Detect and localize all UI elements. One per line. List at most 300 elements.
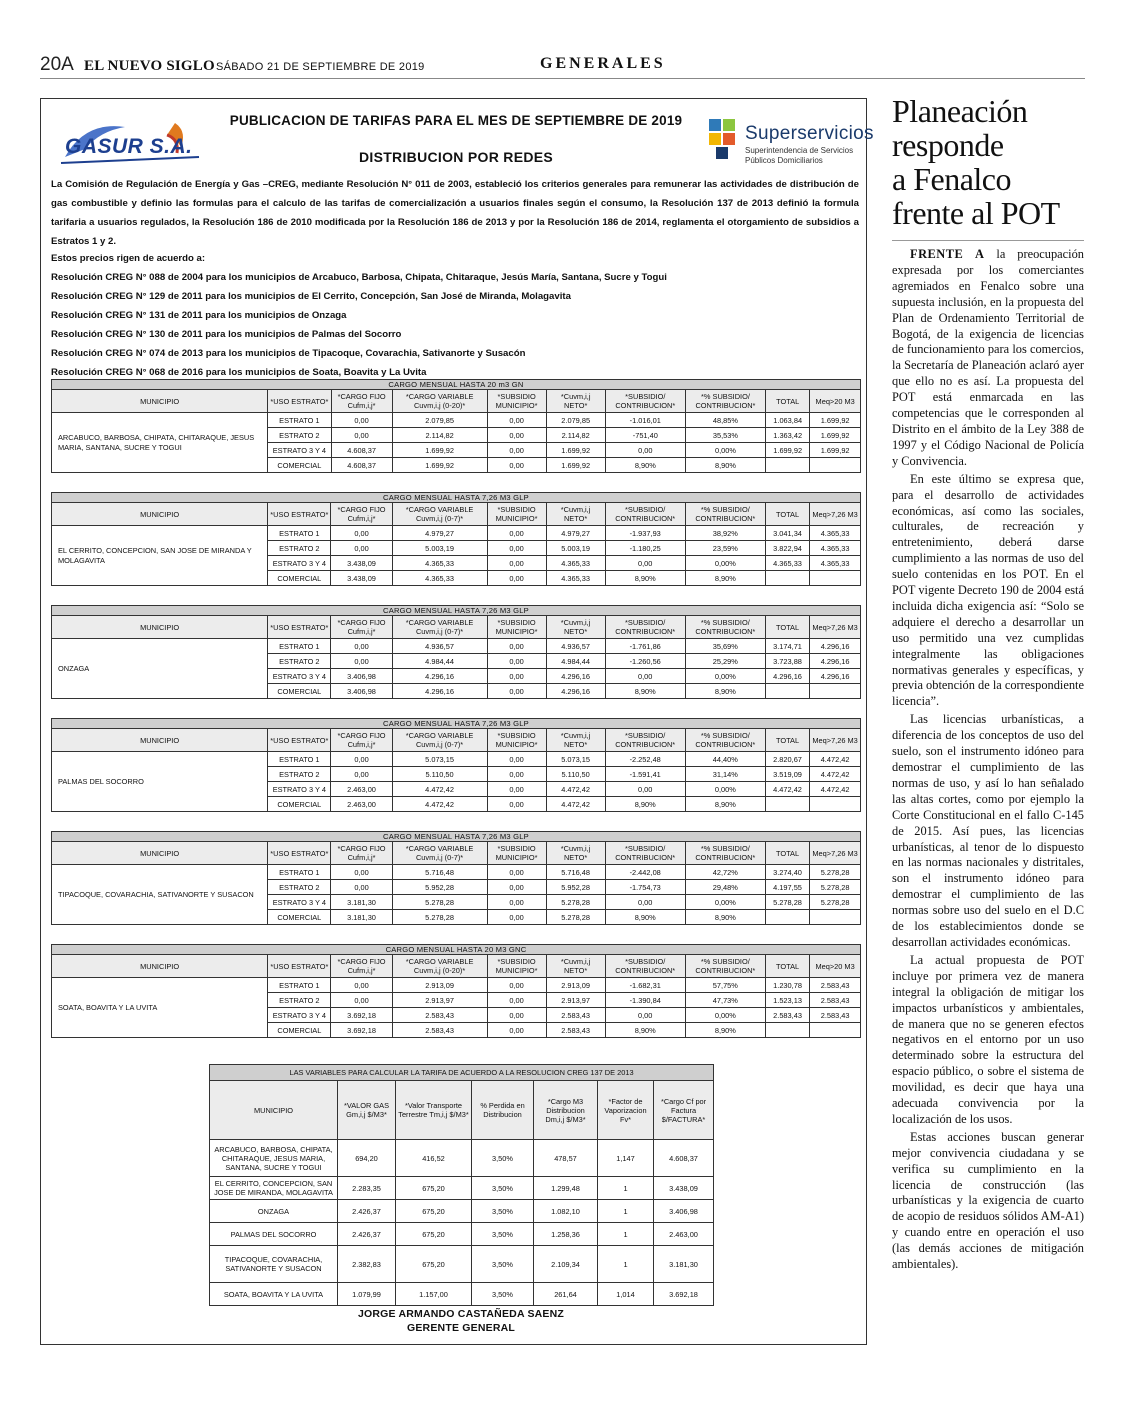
table-cell: ESTRATO 3 Y 4 [268, 895, 331, 910]
variables-header-cell: % Perdida en Distribucion [472, 1081, 534, 1140]
municipio-cell: SOATA, BOAVITA Y LA UVITA [52, 978, 268, 1038]
table-header-cell: TOTAL [765, 503, 809, 526]
table-cell: 0,00 [487, 428, 546, 443]
table-row [52, 978, 861, 993]
table-cell: 5.716,48 [546, 865, 605, 880]
table-cell: 5.952,28 [546, 880, 605, 895]
table-cell: ESTRATO 1 [268, 865, 331, 880]
table-cell: 8,90% [605, 910, 685, 925]
notice-subtitle: DISTRIBUCION POR REDES [358, 149, 554, 165]
table-cell: 5.716,48 [392, 865, 487, 880]
table-cell: -1.761,86 [605, 639, 685, 654]
table-cell: 4.984,44 [546, 654, 605, 669]
table-cell: 4.472,42 [392, 797, 487, 812]
table-cell: 0,00 [605, 782, 685, 797]
table-cell: 4.979,27 [392, 526, 487, 541]
table-cell: ESTRATO 1 [268, 978, 331, 993]
resolution-item: Resolución CREG N° 068 de 2016 para los municipios de Soata, Boavita y La Uvita [51, 367, 427, 378]
table-cell: 1.699,92 [810, 413, 861, 428]
table-cell: 3.438,09 [331, 556, 392, 571]
table-header-cell: *Cuvm,i,j NETO* [546, 616, 605, 639]
table-header-cell: *SUBSIDIO MUNICIPIO* [487, 503, 546, 526]
table-header-cell: *% SUBSIDIO/ CONTRIBUCION* [685, 729, 765, 752]
table-cell: 3.692,18 [331, 1008, 392, 1023]
resolutions-list [51, 249, 859, 382]
variables-cell: 3,50% [472, 1223, 534, 1246]
table-cell: 0,00 [487, 1008, 546, 1023]
table-header-cell: *CARGO FIJO Cufm,i,j* [331, 390, 392, 413]
table-cell: 0,00 [487, 910, 546, 925]
table-cell: 0,00 [487, 556, 546, 571]
table-cell: 4.608,37 [331, 458, 392, 473]
table-header-cell: *SUBSIDIO/ CONTRIBUCION* [605, 842, 685, 865]
table-cell: -751,40 [605, 428, 685, 443]
variables-cell: 2.426,37 [338, 1200, 396, 1223]
variables-cell: EL CERRITO, CONCEPCION, SAN JOSE DE MIRANDA, MOLAGAVITA [210, 1177, 338, 1200]
table-cell [810, 910, 861, 925]
table-cell: 4.984,44 [392, 654, 487, 669]
variables-cell: 694,20 [338, 1140, 396, 1177]
variables-cell: 3.406,98 [654, 1200, 714, 1223]
table-cell: ESTRATO 1 [268, 526, 331, 541]
table-caption: CARGO MENSUAL HASTA 7,26 M3 GLP [52, 493, 861, 503]
resolution-item: Resolución CREG N° 130 de 2011 para los municipios de Palmas del Socorro [51, 329, 402, 340]
table-cell: 0,00 [487, 654, 546, 669]
table-cell: 0,00 [605, 669, 685, 684]
variables-row [210, 1246, 714, 1283]
table-cell: 0,00 [487, 571, 546, 586]
table-cell: 1.363,42 [766, 428, 810, 443]
table-cell: 5.073,15 [546, 752, 605, 767]
table-cell: 3.041,34 [765, 526, 809, 541]
table-cell: -1.754,73 [605, 880, 685, 895]
table-cell: ESTRATO 1 [268, 752, 331, 767]
table-cell: 0,00 [331, 526, 392, 541]
table-cell: 4.365,33 [810, 541, 861, 556]
table-cell: 0,00 [331, 541, 392, 556]
signer-name: JORGE ARMANDO CASTAÑEDA SAENZ [357, 1308, 565, 1320]
table-cell: 0,00 [331, 428, 392, 443]
variables-cell: 675,20 [396, 1177, 472, 1200]
table-header-cell: *SUBSIDIO MUNICIPIO* [487, 616, 546, 639]
table-header-cell: *SUBSIDIO/ CONTRIBUCION* [605, 503, 685, 526]
table-cell: 8,90% [685, 571, 765, 586]
table-header-cell: *CARGO FIJO Cufm,i,j* [331, 955, 392, 978]
superservicios-name: Superservicios [745, 123, 874, 144]
table-cell: 0,00% [685, 895, 765, 910]
variables-cell: 1.079,99 [338, 1283, 396, 1306]
table-cell: 35,53% [685, 428, 765, 443]
article-column [876, 94, 1086, 1275]
superservicios-subtitle: Superintendencia de Servicios Públicos Domiciliarios [745, 146, 854, 165]
superservicios-logo [707, 113, 874, 169]
table-header-cell: TOTAL [765, 729, 809, 752]
table-cell [810, 1023, 861, 1038]
superservicios-emblem-icon [707, 117, 741, 161]
table-header-cell: *CARGO FIJO Cufm,i,j* [331, 729, 392, 752]
variables-row [210, 1200, 714, 1223]
table-cell: 5.278,28 [392, 910, 487, 925]
table-cell: 8,90% [685, 797, 765, 812]
table-cell [810, 684, 861, 699]
variables-header-cell: *Cargo Cf por Factura $/FACTURA* [654, 1081, 714, 1140]
table-caption: CARGO MENSUAL HASTA 20 M3 GNC [52, 945, 861, 955]
table-cell: 2.913,97 [392, 993, 487, 1008]
variables-header-cell: *Factor de Vaporizacion Fv* [598, 1081, 654, 1140]
variables-table [209, 1064, 714, 1306]
municipio-cell: TIPACOQUE, COVARACHIA, SATIVANORTE Y SUSACON [52, 865, 268, 925]
variables-header-cell: *Cargo M3 Distribucion Dm,i,j $/M3* [534, 1081, 598, 1140]
table-cell: 4.365,33 [546, 571, 605, 586]
variables-cell: 1,014 [598, 1283, 654, 1306]
table-row [52, 752, 861, 767]
table-row [52, 413, 861, 428]
article-paragraph: Estas acciones buscan generar mejor convivencia ciudadana y se verifica su cumplimiento en la licencia de construcción (las urbanísticas y la exigencia de cuarto de acopio de residuos sólidos AM-A1) y cuando entre en operación el uso (las demás acciones de mitigación ambientales). [892, 1129, 1084, 1272]
gasur-logo-text: GASUR S.A. [65, 135, 193, 158]
variables-cell: 478,57 [534, 1140, 598, 1177]
table-header-cell: Meq>20 M3 [810, 390, 861, 413]
table-header-cell: Meq>7,26 M3 [810, 729, 861, 752]
headline-line: Planeación [892, 93, 1028, 129]
variables-cell: 3,50% [472, 1283, 534, 1306]
table-cell: 0,00 [331, 413, 392, 428]
article-divider [892, 240, 1084, 241]
table-header-cell: MUNICIPIO [52, 503, 268, 526]
table-cell: 8,90% [685, 458, 765, 473]
table-cell: 2.079,85 [546, 413, 605, 428]
variables-cell: 675,20 [396, 1200, 472, 1223]
table-cell: 0,00 [331, 654, 392, 669]
table-cell: 0,00 [487, 865, 546, 880]
table-cell: 3.174,71 [765, 639, 809, 654]
table-cell: 2.583,43 [810, 993, 861, 1008]
table-cell: 0,00 [605, 1008, 685, 1023]
table-cell: 0,00 [487, 978, 546, 993]
table-cell: COMERCIAL [268, 797, 331, 812]
table-cell: 8,90% [685, 684, 765, 699]
table-header-cell: Meq>20 M3 [810, 955, 861, 978]
table-cell: 1.699,92 [546, 443, 605, 458]
table-cell: ESTRATO 2 [268, 654, 331, 669]
table-header-cell: *SUBSIDIO MUNICIPIO* [487, 390, 546, 413]
table-header-cell: MUNICIPIO [52, 842, 268, 865]
prices-intro: Estos precios rigen de acuerdo a: [51, 253, 206, 264]
table-cell: 0,00 [487, 993, 546, 1008]
table-cell: 31,14% [685, 767, 765, 782]
table-cell: 0,00 [487, 443, 546, 458]
variables-row [210, 1140, 714, 1177]
table-cell: COMERCIAL [268, 1023, 331, 1038]
tariff-table [51, 492, 861, 586]
tariff-table [51, 944, 861, 1038]
table-cell: 2.079,85 [392, 413, 487, 428]
tariff-notice [40, 98, 874, 1345]
table-cell: 0,00 [331, 880, 392, 895]
resolution-item: Resolución CREG N° 129 de 2011 para los municipios de El Cerrito, Concepción, San José de Miranda, Molagavita [51, 291, 571, 302]
table-cell: 4.608,37 [331, 443, 392, 458]
table-cell: 2.913,97 [546, 993, 605, 1008]
table-cell: 3.274,40 [765, 865, 809, 880]
article-paragraph-text: la preocupación expresada por los comerciantes agremiados en Fenalco sobre una supuesta inclusión, en la propuesta del Plan de Ordenamiento Territorial de Bogotá, de la exigencia de licencias de funcionamiento para los comercios, la Secretaría de Planeación aclaró ayer que ello no es así. La propuesta del POT está enmarcada en las competencias que le corresponden al Distrito en el ámbito de la Ley 388 de 1997 y el Código Nacional de Policía y Convivencia. [892, 247, 1084, 468]
table-cell: 0,00 [487, 767, 546, 782]
table-cell: 1.699,92 [810, 443, 861, 458]
table-cell [765, 910, 809, 925]
table-cell: 0,00 [487, 797, 546, 812]
table-cell: 4.365,33 [392, 571, 487, 586]
variables-cell: 3.181,30 [654, 1246, 714, 1283]
table-cell: 42,72% [685, 865, 765, 880]
table-cell: 2.583,43 [392, 1023, 487, 1038]
table-cell [810, 797, 861, 812]
table-cell: ESTRATO 3 Y 4 [268, 556, 331, 571]
article-headline [892, 94, 1086, 230]
table-header-cell: *USO ESTRATO* [268, 842, 331, 865]
table-caption: CARGO MENSUAL HASTA 7,26 M3 GLP [52, 719, 861, 729]
table-cell: 4.296,16 [810, 654, 861, 669]
table-cell: 0,00 [331, 865, 392, 880]
table-cell: 0,00 [487, 669, 546, 684]
variables-cell: 1 [598, 1177, 654, 1200]
table-cell: ESTRATO 3 Y 4 [268, 443, 331, 458]
section-name: GENERALES [540, 55, 666, 72]
intro-paragraph: La Comisión de Regulación de Energía y Gas –CREG, mediante Resolución N° 011 de 2003, estableció los criterios generales para remunerar las actividades de distribución de gas combustible y definio las formulas para el calculo de las tarifas de comercialización a usuarios finales según el consumo, la Resolución 137 de 2013 definió la formula tarifaria a usuarios regulados, la Resolución 186 de 2010 modificada por la Resolución 186 de 2013 y por la Resolución 186 de 2014, reglamenta el otorgamiento de subsidios a Estratos 1 y 2. [51, 179, 859, 247]
table-cell: 3.519,09 [765, 767, 809, 782]
table-cell: 4.472,42 [765, 782, 809, 797]
table-header-cell: *SUBSIDIO MUNICIPIO* [487, 729, 546, 752]
table-header-cell: *USO ESTRATO* [268, 616, 331, 639]
table-cell: ESTRATO 1 [268, 413, 331, 428]
table-cell: 4.472,42 [546, 782, 605, 797]
table-cell: 8,90% [685, 910, 765, 925]
variables-cell: 2.463,00 [654, 1223, 714, 1246]
table-cell: 8,90% [685, 1023, 765, 1038]
table-cell: 0,00 [331, 767, 392, 782]
variables-cell: 1.258,36 [534, 1223, 598, 1246]
table-header-cell: MUNICIPIO [52, 616, 268, 639]
table-cell: 0,00 [487, 752, 546, 767]
table-header-cell: *CARGO FIJO Cufm,i,j* [331, 842, 392, 865]
variables-cell: SOATA, BOAVITA Y LA UVITA [210, 1283, 338, 1306]
table-cell: 0,00% [685, 1008, 765, 1023]
table-cell: 3.181,30 [331, 895, 392, 910]
table-cell: 0,00 [487, 639, 546, 654]
variables-cell: ARCABUCO, BARBOSA, CHIPATA, CHITARAQUE, JESUS MARIA, SANTANA, SUCRE Y TOGUI [210, 1140, 338, 1177]
table-header-cell: *SUBSIDIO/ CONTRIBUCION* [605, 616, 685, 639]
table-header-cell: Meq>7,26 M3 [810, 503, 861, 526]
table-cell: 4.472,42 [810, 782, 861, 797]
table-header-cell: *USO ESTRATO* [268, 955, 331, 978]
table-header-cell: *USO ESTRATO* [268, 729, 331, 752]
table-cell: 5.110,50 [546, 767, 605, 782]
table-header-cell: *USO ESTRATO* [268, 390, 331, 413]
variables-cell: ONZAGA [210, 1200, 338, 1223]
table-cell [765, 571, 809, 586]
table-cell: 23,59% [685, 541, 765, 556]
variables-cell: 1 [598, 1200, 654, 1223]
table-header-cell: *SUBSIDIO/ CONTRIBUCION* [605, 390, 685, 413]
table-cell: 0,00 [487, 1023, 546, 1038]
table-cell: 35,69% [685, 639, 765, 654]
table-header-cell: *CARGO VARIABLE Cuvm,i,j (0-7)* [392, 729, 487, 752]
table-cell: 0,00 [331, 993, 392, 1008]
variables-cell: 2.426,37 [338, 1223, 396, 1246]
table-cell: 5.003,19 [546, 541, 605, 556]
table-cell: COMERCIAL [268, 571, 331, 586]
municipio-cell: PALMAS DEL SOCORRO [52, 752, 268, 812]
variables-cell: TIPACOQUE, COVARACHIA, SATIVANORTE Y SUSACON [210, 1246, 338, 1283]
table-header-cell: *CARGO VARIABLE Cuvm,i,j (0-20)* [392, 955, 487, 978]
table-cell: 0,00 [331, 978, 392, 993]
table-cell: 48,85% [685, 413, 765, 428]
tariff-table [51, 605, 861, 699]
table-cell: ESTRATO 3 Y 4 [268, 782, 331, 797]
table-header-cell: *SUBSIDIO/ CONTRIBUCION* [605, 955, 685, 978]
table-cell: 1.523,13 [765, 993, 809, 1008]
table-header-cell: MUNICIPIO [52, 955, 268, 978]
table-cell: COMERCIAL [268, 684, 331, 699]
table-cell: -1.591,41 [605, 767, 685, 782]
table-cell: 5.278,28 [392, 895, 487, 910]
tariff-table [51, 718, 861, 812]
table-header-cell: MUNICIPIO [52, 390, 268, 413]
table-cell: 8,90% [605, 797, 685, 812]
table-cell: 1.699,92 [810, 428, 861, 443]
table-cell: 2.820,67 [765, 752, 809, 767]
table-cell: 2.913,09 [392, 978, 487, 993]
table-header-cell: *% SUBSIDIO/ CONTRIBUCION* [685, 616, 765, 639]
table-cell: 3.406,98 [331, 684, 392, 699]
table-header-cell: TOTAL [765, 842, 809, 865]
table-cell: COMERCIAL [268, 458, 331, 473]
table-header-cell: TOTAL [765, 616, 809, 639]
table-cell: -1.390,84 [605, 993, 685, 1008]
table-header-cell: *SUBSIDIO/ CONTRIBUCION* [605, 729, 685, 752]
page-masthead [40, 50, 1085, 79]
table-cell: 2.583,43 [546, 1008, 605, 1023]
table-cell: ESTRATO 2 [268, 993, 331, 1008]
resolution-item: Resolución CREG N° 074 de 2013 para los municipios de Tipacoque, Covarachia, Sativanorte y Susacón [51, 348, 526, 359]
table-cell: 4.296,16 [810, 639, 861, 654]
table-cell: 44,40% [685, 752, 765, 767]
variables-cell: 1,147 [598, 1140, 654, 1177]
table-cell [765, 797, 809, 812]
table-cell: 2.583,43 [810, 1008, 861, 1023]
table-cell: 4.472,42 [810, 767, 861, 782]
table-cell: 2.114,82 [546, 428, 605, 443]
variables-cell: 416,52 [396, 1140, 472, 1177]
table-cell: 0,00 [605, 443, 685, 458]
table-cell: 1.699,92 [766, 443, 810, 458]
variables-cell: 675,20 [396, 1223, 472, 1246]
table-cell: 2.463,00 [331, 797, 392, 812]
table-cell: 4.365,33 [392, 556, 487, 571]
table-cell: 4.365,33 [810, 556, 861, 571]
table-cell: 4.365,33 [546, 556, 605, 571]
table-cell: 2.114,82 [392, 428, 487, 443]
variables-cell: 3,50% [472, 1200, 534, 1223]
table-cell: 0,00% [685, 556, 765, 571]
table-cell: 3.438,09 [331, 571, 392, 586]
article-paragraph: Las licencias urbanísticas, a diferencia de los conceptos de uso del suelo, son el instrumento idóneo para demostrar el cumplimiento de las normas de uso, y así lo han señalado las altas cortes, como por ejemplo la Corte Constitucional en el fallo C-145 de 2015. Así pues, las licencias urbanísticas, al tenor de lo dispuesto en las normas nacionales y distritales, son el instrumento idóneo para demostrar el cumplimiento de las normas sobre uso del suelo en el D.C de los establecimientos donde se desarrollan actividades económicas. [892, 712, 1084, 949]
table-cell: ESTRATO 2 [268, 767, 331, 782]
table-header-cell: Meq>7,26 M3 [810, 842, 861, 865]
table-header-cell: *CARGO VARIABLE Cuvm,i,j (0-7)* [392, 842, 487, 865]
table-cell: 4.197,55 [765, 880, 809, 895]
table-cell: -1.682,31 [605, 978, 685, 993]
table-row [52, 639, 861, 654]
variables-cell: 3,50% [472, 1246, 534, 1283]
table-caption: CARGO MENSUAL HASTA 7,26 M3 GLP [52, 606, 861, 616]
table-cell: 4.296,16 [546, 684, 605, 699]
table-cell: 1.230,78 [765, 978, 809, 993]
variables-header-cell: *Valor Transporte Terrestre Tm,i,j $/M3* [396, 1081, 472, 1140]
table-cell: 0,00 [487, 895, 546, 910]
article-lead-word: FRENTE A [910, 247, 985, 261]
table-cell: 5.278,28 [546, 910, 605, 925]
table-cell [810, 458, 861, 473]
headline-line: frente al POT [892, 195, 1060, 231]
table-cell: 8,90% [605, 571, 685, 586]
table-cell: 5.952,28 [392, 880, 487, 895]
table-header-cell: *CARGO FIJO Cufm,i,j* [331, 503, 392, 526]
table-cell: 0,00 [331, 639, 392, 654]
table-cell: 3.723,88 [765, 654, 809, 669]
table-cell: 2.583,43 [546, 1023, 605, 1038]
table-header-cell: TOTAL [765, 955, 809, 978]
table-cell: 4.979,27 [546, 526, 605, 541]
table-cell: 0,00 [487, 684, 546, 699]
table-cell [765, 1023, 809, 1038]
table-cell: 2.583,43 [765, 1008, 809, 1023]
table-cell: 4.936,57 [392, 639, 487, 654]
variables-cell: 2.382,83 [338, 1246, 396, 1283]
article-body [892, 247, 1084, 1273]
variables-row [210, 1177, 714, 1200]
table-header-cell: *Cuvm,i,j NETO* [546, 729, 605, 752]
variables-header-cell: MUNICIPIO [210, 1081, 338, 1140]
table-cell: 2.583,43 [810, 978, 861, 993]
table-cell [766, 458, 810, 473]
table-cell: 4.365,33 [765, 556, 809, 571]
table-cell: 3.406,98 [331, 669, 392, 684]
table-cell: 0,00 [605, 895, 685, 910]
variables-caption: LAS VARIABLES PARA CALCULAR LA TARIFA DE ACUERDO A LA RESOLUCION CREG 137 DE 2013 [210, 1065, 714, 1081]
table-cell: ESTRATO 3 Y 4 [268, 1008, 331, 1023]
table-header-cell: *Cuvm,i,j NETO* [546, 503, 605, 526]
table-cell: 47,73% [685, 993, 765, 1008]
table-cell: 0,00 [487, 880, 546, 895]
table-cell: ESTRATO 2 [268, 428, 331, 443]
table-cell: 0,00 [487, 526, 546, 541]
variables-cell: 675,20 [396, 1246, 472, 1283]
table-cell: 0,00 [487, 782, 546, 797]
table-cell: ESTRATO 1 [268, 639, 331, 654]
tariff-table [51, 831, 861, 925]
notice-title: PUBLICACION DE TARIFAS PARA EL MES DE SEPTIEMBRE DE 2019 [229, 113, 683, 128]
variables-cell: 3,50% [472, 1140, 534, 1177]
table-header-cell: *CARGO VARIABLE Cuvm,i,j (0-7)* [392, 616, 487, 639]
table-cell: 4.936,57 [546, 639, 605, 654]
table-header-cell: *SUBSIDIO MUNICIPIO* [487, 955, 546, 978]
table-header-cell: Meq>7,26 M3 [810, 616, 861, 639]
table-cell: -1.260,56 [605, 654, 685, 669]
table-header-cell: *SUBSIDIO MUNICIPIO* [487, 842, 546, 865]
table-cell: 1.699,92 [546, 458, 605, 473]
table-header-cell: *CARGO FIJO Cufm,i,j* [331, 616, 392, 639]
variables-cell: 2.109,34 [534, 1246, 598, 1283]
table-cell: 4.296,16 [546, 669, 605, 684]
table-cell: 8,90% [605, 684, 685, 699]
